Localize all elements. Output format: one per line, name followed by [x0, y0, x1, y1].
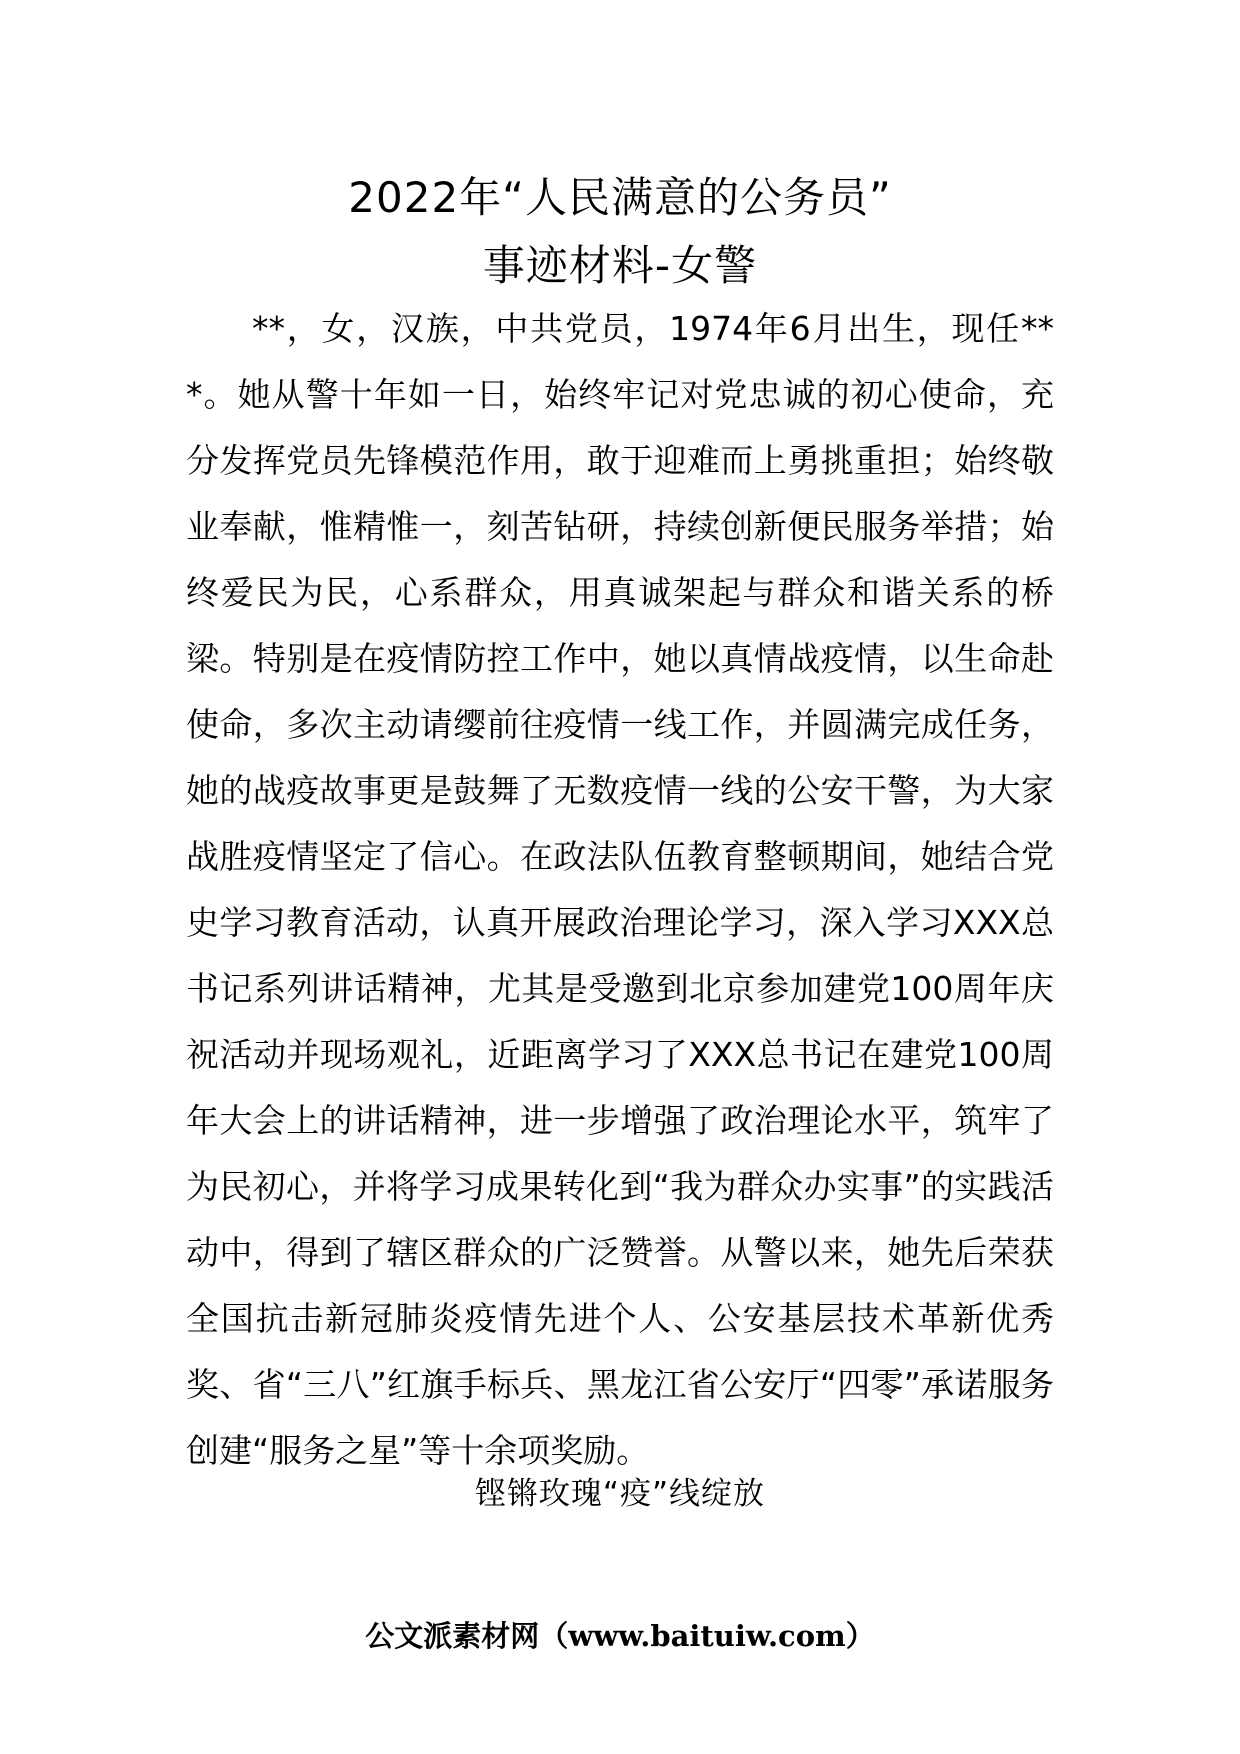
section-subheading: 铿锵玫瑰“疫”线绽放	[474, 1476, 766, 1512]
footer-watermark: 公文派素材网（www.baituiw.com）	[365, 1619, 875, 1653]
document-title-line-2: 事迹材料-女警	[482, 241, 758, 290]
document-body-paragraph: **，女，汉族，中共党员，1974年6月出生，现任***。她从警十年如一日，始终牢记对党忠诚的初心使命，充分发挥党员先锋模范作用，敢于迎难而上勇挑重担；始终敬业奉献，惟精惟一，刻苦钻研，持续创新便民服务举措；始终爱民为民，心系群众，用真诚架起与群众和谐关系的桥梁。特别是在疫情防控工作中，她以真情战疫情，以生命赴使命，多次主动请缨前往疫情一线工作，并圆满完成任务，她的战疫故事更是鼓舞了无数疫情一线的公安干警，为大家战胜疫情坚定了信心。在政法队伍教育整顿期间，她结合党史学习教育活动，认真开展政治理论学习，深入学习XXX总书记系列讲话精神，尤其是受邀到北京参加建党100周年庆祝活动并现场观礼，近距离学习了XXX总书记在建党100周年大会上的讲话精神，进一步增强了政治理论水平，筑牢了为民初心，并将学习成果转化到“我为群众办实事”的实践活动中，得到了辖区群众的广泛赞誉。从警以来，她先后荣获全国抗击新冠肺炎疫情先进个人、公安基层技术革新优秀奖、省“三八”红旗手标兵、黑龙江省公安厅“四零”承诺服务创建“服务之星”等十余项奖励。	[186, 309, 1054, 1470]
document-title-line-1: 2022年“人民满意的公务员”	[348, 173, 892, 222]
